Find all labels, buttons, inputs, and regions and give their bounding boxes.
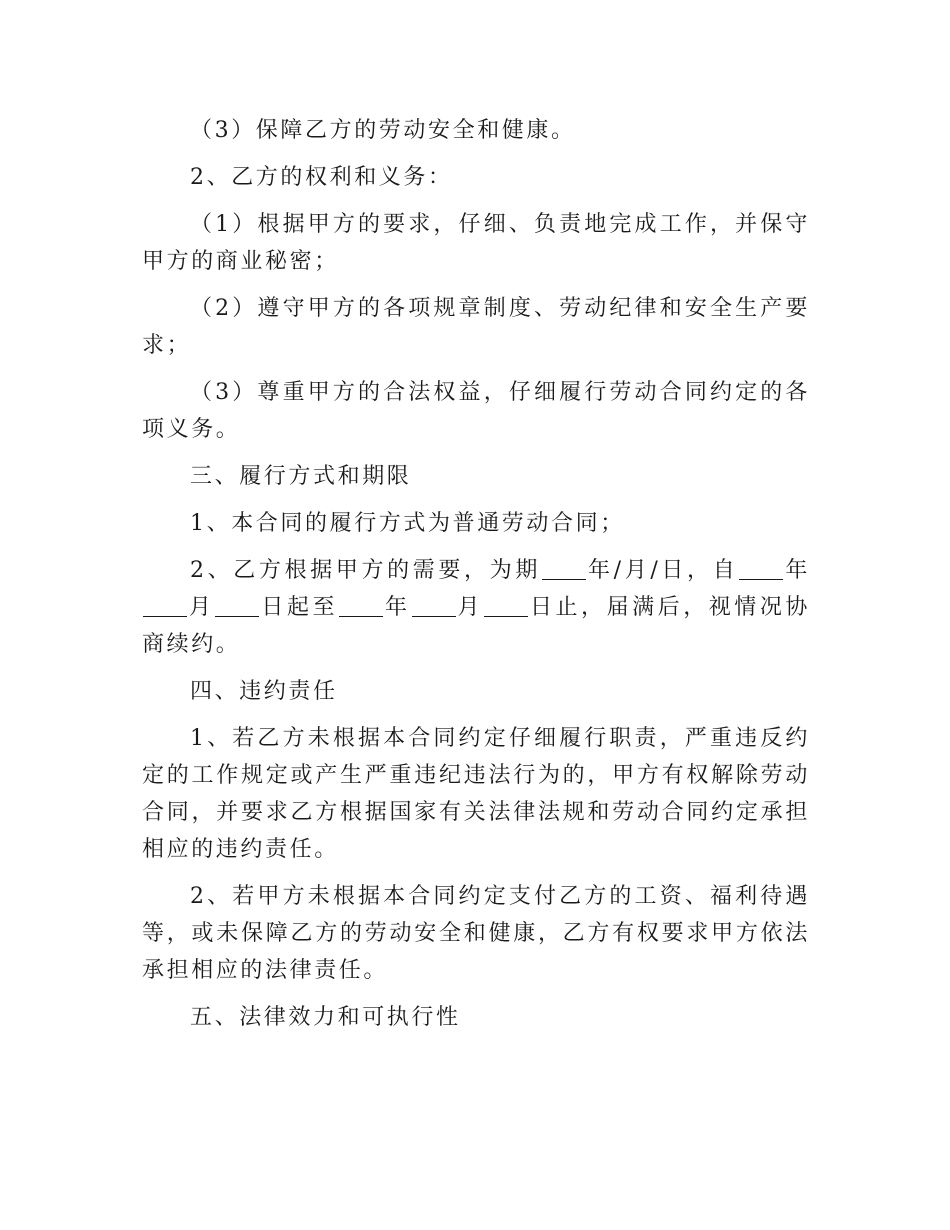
term-text-4: 月	[188, 595, 215, 620]
blank-end-day	[484, 594, 528, 617]
document-body	[142, 112, 810, 1046]
section-heading-liability: 四、违约责任	[190, 679, 338, 704]
term-text-1: 2、乙方根据甲方的需要，为期	[190, 558, 541, 583]
term-text-3: 年	[784, 558, 810, 583]
blank-start-year	[739, 557, 783, 580]
blank-term-length	[542, 557, 586, 580]
clause-employer-breach: 2、若甲方未根据本合同约定支付乙方的工资、福利待遇等，或未保障乙方的劳动安全和健康，乙方有权要求甲方依法承担相应的法律责任。	[142, 884, 810, 983]
clause-employee-duty-2: （2）遵守甲方的各项规章制度、劳动纪律和安全生产要求；	[142, 296, 810, 358]
term-text-2: 年/月/日，自	[586, 558, 739, 583]
blank-start-month	[143, 594, 187, 617]
clause-performance-method: 1、本合同的履行方式为普通劳动合同；	[190, 511, 625, 536]
clause-employee-rights-heading: 2、乙方的权利和义务：	[190, 165, 453, 190]
clause-employee-duty-3: （3）尊重甲方的合法权益，仔细履行劳动合同约定的各项义务。	[142, 380, 810, 442]
clause-employer-safety: （3）保障乙方的劳动安全和健康。	[190, 118, 576, 143]
blank-end-year	[339, 594, 383, 617]
section-heading-performance: 三、履行方式和期限	[190, 464, 412, 489]
blank-start-day	[215, 594, 259, 617]
clause-employee-breach: 1、若乙方未根据本合同约定仔细履行职责，严重违反约定的工作规定或产生严重违纪违法行为的，甲方有权解除劳动合同，并要求乙方根据国家有关法律法规和劳动合同约定承担相应的违约责任。	[142, 726, 810, 862]
term-text-8: 日止，届满后，视情况协商续约。	[142, 595, 810, 657]
term-text-5: 日起至	[260, 595, 339, 620]
term-text-7: 月	[456, 595, 484, 620]
clause-employee-duty-1: （1）根据甲方的要求，仔细、负责地完成工作，并保守甲方的商业秘密；	[142, 212, 810, 274]
term-text-6: 年	[384, 595, 411, 620]
blank-end-month	[412, 594, 456, 617]
section-heading-legal-effect: 五、法律效力和可执行性	[190, 1005, 461, 1030]
clause-contract-term	[142, 552, 810, 663]
